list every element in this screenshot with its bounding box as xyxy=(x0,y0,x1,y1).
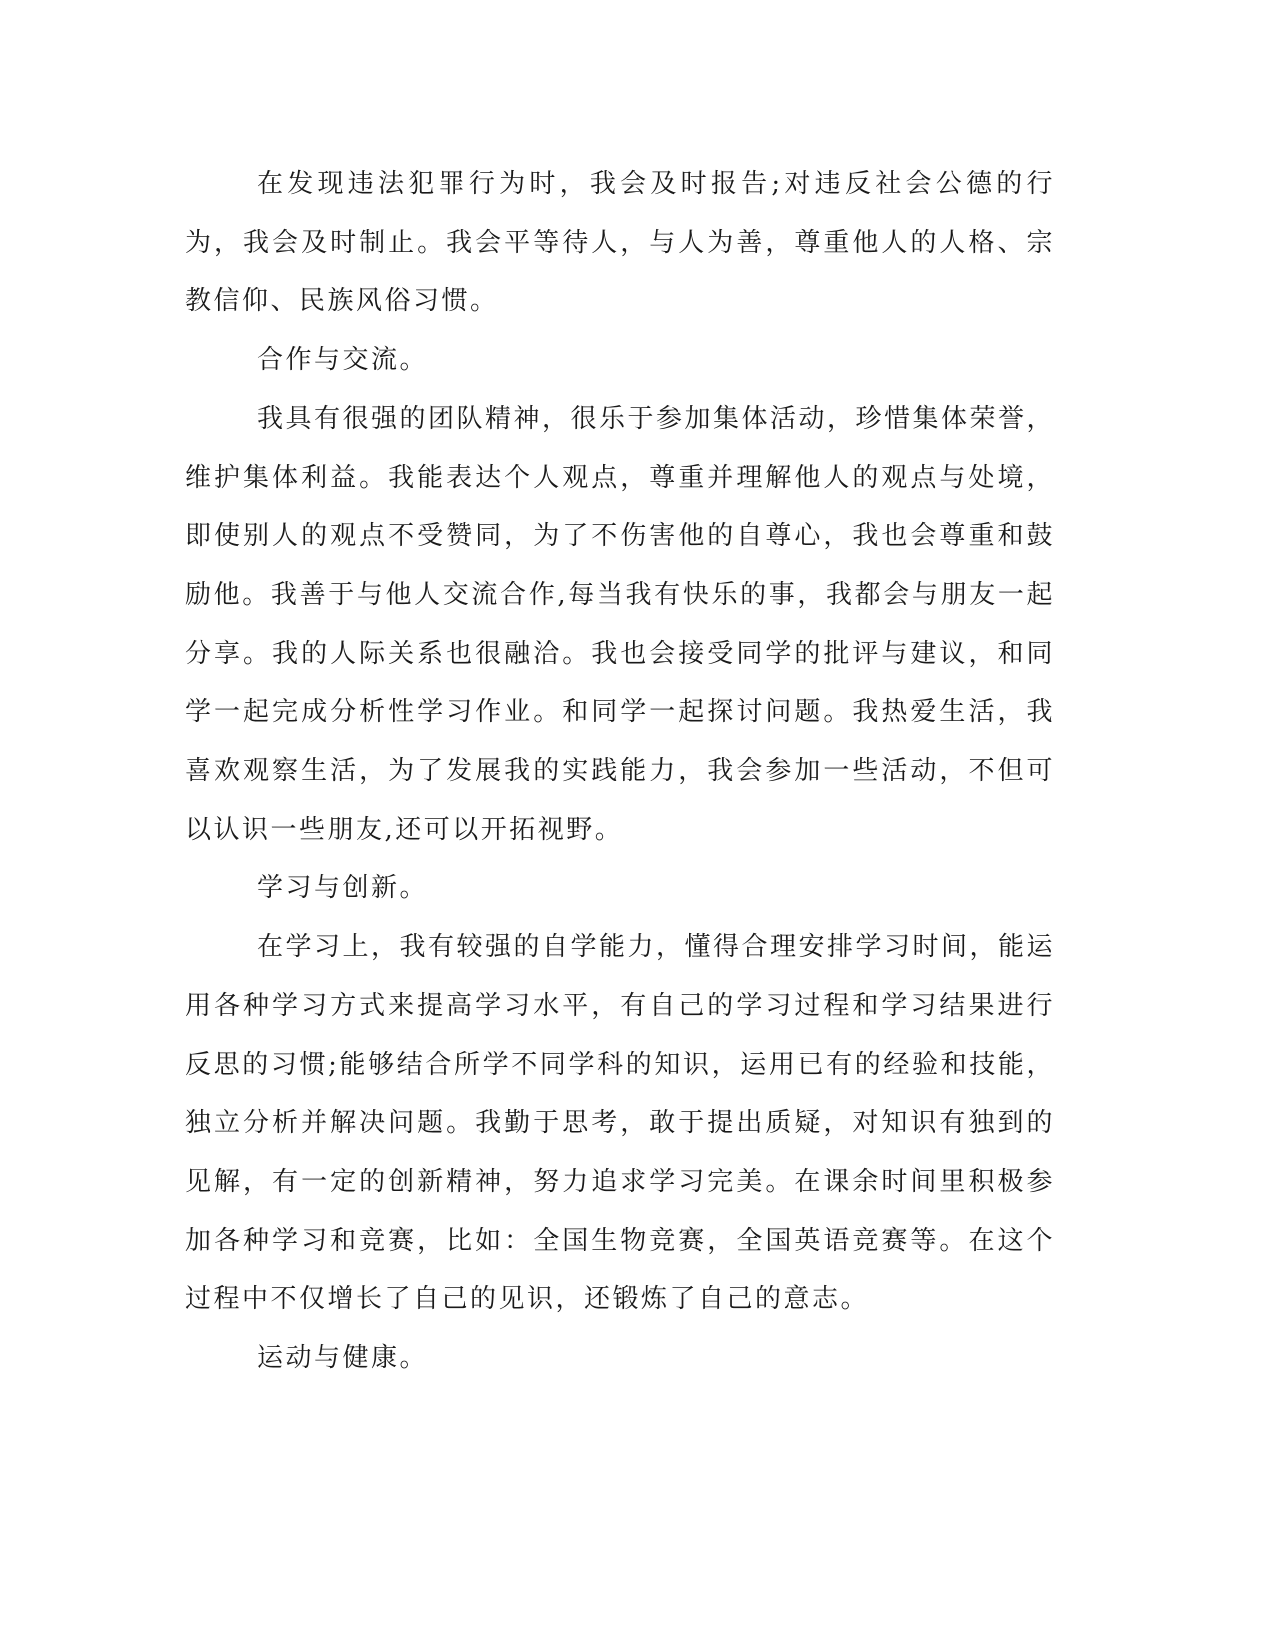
paragraph-cooperation: 我具有很强的团队精神，很乐于参加集体活动，珍惜集体荣誉，维护集体利益。我能表达个人观点，尊重并理解他人的观点与处境，即使别人的观点不受赞同，为了不伤害他的自尊心，我也会尊重和鼓励他。我善于与他人交流合作,每当我有快乐的事，我都会与朋友一起分享。我的人际关系也很融洽。我也会接受同学的批评与建议，和同学一起完成分析性学习作业。和同学一起探讨问题。我热爱生活，我喜欢观察生活，为了发展我的实践能力，我会参加一些活动，不但可以认识一些朋友,还可以开拓视野。 xyxy=(185,403,1056,845)
heading-sports-health: 运动与健康。 xyxy=(257,1343,429,1374)
paragraph-civic-conduct: 在发现违法犯罪行为时，我会及时报告;对违反社会公德的行为，我会及时制止。我会平等待人，与人为善，尊重他人的人格、宗教信仰、民族风俗习惯。 xyxy=(185,169,1055,317)
document-body xyxy=(185,155,1055,1388)
paragraph-learning: 在学习上，我有较强的自学能力，懂得合理安排学习时间，能运用各种学习方式来提高学习水平，有自己的学习过程和学习结果进行反思的习惯;能够结合所学不同学科的知识，运用已有的经验和技能，独立分析并解决问题。我勤于思考，敢于提出质疑，对知识有独到的见解，有一定的创新精神，努力追求学习完美。在课余时间里积极参加各种学习和竞赛，比如：全国生物竞赛，全国英语竞赛等。在这个过程中不仅增长了自己的见识，还锻炼了自己的意志。 xyxy=(185,932,1056,1315)
heading-learning: 学习与创新。 xyxy=(257,873,429,904)
heading-cooperation: 合作与交流。 xyxy=(257,345,429,376)
